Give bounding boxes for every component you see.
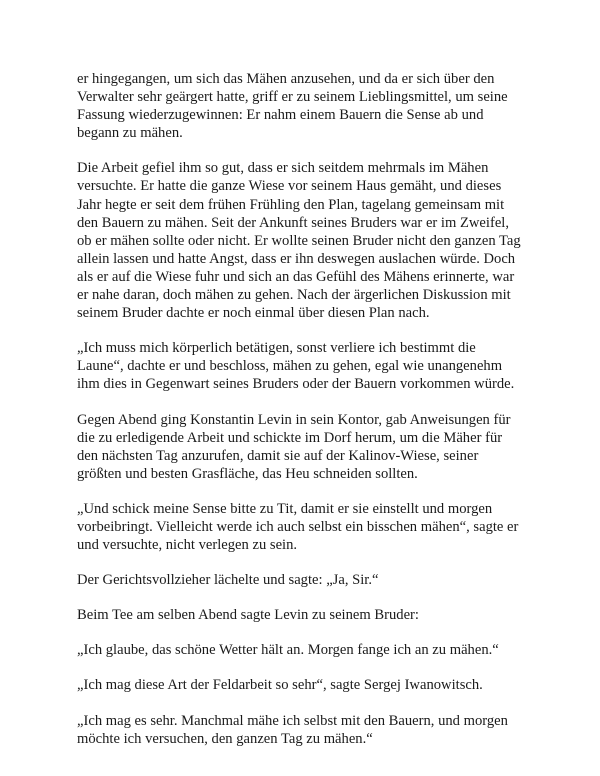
paragraph: „Und schick meine Sense bitte zu Tit, damit er sie einstellt und morgen vorbeibringt. Vielleicht werde ich auch selbst ein bisschen mähen“, sagte er und versuchte, nicht verlegen zu sein. xyxy=(77,500,519,554)
paragraph: Die Arbeit gefiel ihm so gut, dass er sich seitdem mehrmals im Mähen versuchte. Er hatte die ganze Wiese vor seinem Haus gemäht, und dieses Jahr hegte er seit dem frühen Frühling den Plan, tagelang gemeinsam mit den Bauern zu mähen. Seit der Ankunft seines Bruders war er im Zweifel, ob er mähen sollte oder nicht. Er wollte seinen Bruder nicht den ganzen Tag allein lassen und hatte Angst, dass er ihn deswegen auslachen würde. Doch als er auf die Wiese fuhr und sich an das Gefühl des Mähens erinnerte, war er nahe daran, doch mähen zu gehen. Nach der ärgerlichen Diskussion mit seinem Bruder dachte er noch einmal über diesen Plan nach. xyxy=(77,160,521,322)
paragraph: „Ich mag es sehr. Manchmal mähe ich selbst mit den Bauern, und morgen möchte ich versuchen, den ganzen Tag zu mähen.“ xyxy=(77,712,508,747)
paragraph: Der Gerichtsvollzieher lächelte und sagte: „Ja, Sir.“ xyxy=(77,572,379,589)
document-page xyxy=(77,70,527,765)
paragraph: er hingegangen, um sich das Mähen anzusehen, und da er sich über den Verwalter sehr geärgert hatte, griff er zu seinem Lieblingsmittel, um seine Fassung wiederzugewinnen: Er nahm einem Bauern die Sense ab und begann zu mähen. xyxy=(77,71,508,142)
paragraph: „Ich glaube, das schöne Wetter hält an. Morgen fange ich an zu mähen.“ xyxy=(77,642,499,659)
paragraph: Beim Tee am selben Abend sagte Levin zu seinem Bruder: xyxy=(77,607,419,624)
paragraph: „Ich mag diese Art der Feldarbeit so sehr“, sagte Sergej Iwanowitsch. xyxy=(77,677,483,694)
paragraph: „Ich muss mich körperlich betätigen, sonst verliere ich bestimmt die Laune“, dachte er und beschloss, mähen zu gehen, egal wie unangenehm ihm dies in Gegenwart seines Bruders oder der Bauern vorkommen würde. xyxy=(77,340,515,393)
paragraph: Gegen Abend ging Konstantin Levin in sein Kontor, gab Anweisungen für die zu erledigende Arbeit und schickte im Dorf herum, um die Mäher für den nächsten Tag anzurufen, damit sie auf der Kalinov-Wiese, seiner größten und besten Grasfläche, das Heu schneiden sollten. xyxy=(77,411,511,482)
